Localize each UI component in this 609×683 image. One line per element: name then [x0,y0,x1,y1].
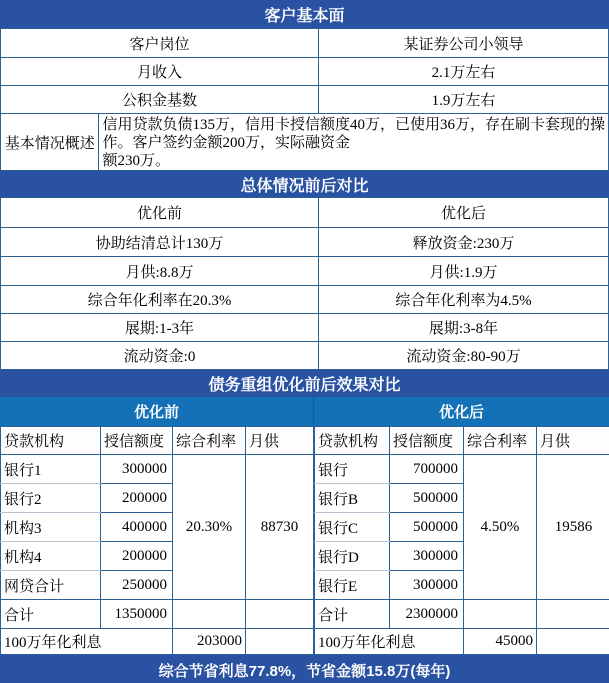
credit-cell: 400000 [101,513,173,542]
table-row [1,29,609,58]
table-header-row [1,427,314,455]
table-row [1,86,609,114]
summary-line: 额230万。 [102,153,170,169]
credit-cell: 300000 [390,571,464,600]
empty-cell [173,600,246,629]
col-header-lender: 贷款机构 [1,427,101,455]
label-cell: 客户岗位 [1,29,319,58]
detail-tables [0,426,609,655]
lender-cell: 银行2 [1,484,101,513]
col-header-monthly: 月供 [537,427,609,455]
credit-cell: 500000 [390,484,464,513]
interest-label-cell: 100万年化利息 [315,629,464,655]
total-row [315,600,609,629]
value-cell: 2.1万左右 [319,58,609,86]
col-header-rate: 综合利率 [173,427,246,455]
total-label-cell: 合计 [315,600,390,629]
summary-line: 信用贷款负债135万，信用卡授信额度40万，已使用36万，存在刷卡套现的操 [102,117,605,133]
interest-row [1,629,314,655]
empty-cell [246,600,314,629]
before-cell: 协助结清总计130万 [1,228,319,257]
interest-label-cell: 100万年化利息 [1,629,173,655]
value-cell: 1.9万左右 [319,86,609,114]
lender-cell: 银行E [315,571,390,600]
before-cell: 综合年化利率在20.3% [1,286,319,314]
after-cell: 展期:3-8年 [319,314,609,342]
overall-compare-table [0,197,609,370]
subheader-before: 优化前 [0,397,313,426]
before-cell: 展期:1-3年 [1,314,319,342]
before-cell: 流动资金:0 [1,342,319,370]
col-header-credit: 授信额度 [101,427,173,455]
credit-cell: 200000 [101,484,173,513]
summary-line: 作。客户签约金额200万，实际融资金 [102,135,350,151]
credit-cell: 500000 [390,513,464,542]
lender-cell: 机构4 [1,542,101,571]
label-cell: 月收入 [1,58,319,86]
credit-cell: 300000 [390,542,464,571]
section-title-overall-compare: 总体情况前后对比 [0,171,609,197]
label-cell: 公积金基数 [1,86,319,114]
credit-cell: 700000 [390,455,464,484]
total-label-cell: 合计 [1,600,101,629]
lender-cell: 银行D [315,542,390,571]
col-header-credit: 授信额度 [390,427,464,455]
credit-cell: 200000 [101,542,173,571]
empty-cell [537,629,609,655]
table-row [1,58,609,86]
credit-cell: 250000 [101,571,173,600]
summary-text [99,114,608,170]
interest-value-cell: 45000 [464,629,537,655]
table-row [1,314,609,342]
interest-value-cell: 203000 [173,629,246,655]
credit-cell: 300000 [101,455,173,484]
section-title-detail-compare: 债务重组优化前后效果对比 [0,370,609,397]
lender-cell: 银行C [315,513,390,542]
col-header-monthly: 月供 [246,427,314,455]
col-header-lender: 贷款机构 [315,427,390,455]
table-row [1,198,609,228]
after-cell: 流动资金:80-90万 [319,342,609,370]
after-table [314,426,609,655]
after-cell: 综合年化利率为4.5% [319,286,609,314]
section-title-basics: 客户基本面 [0,0,609,28]
table-row [1,228,609,257]
table-row [1,257,609,286]
value-cell: 某证券公司小领导 [319,29,609,58]
summary-row [0,114,609,171]
rate-cell: 20.30% [173,455,246,600]
table-row [315,455,609,484]
empty-cell [464,600,537,629]
total-row [1,600,314,629]
table-header-row [315,427,609,455]
monthly-cell: 88730 [246,455,314,600]
detail-subheader-bar [0,397,609,426]
col-header-before: 优化前 [1,198,319,228]
lender-cell: 机构3 [1,513,101,542]
empty-cell [246,629,314,655]
table-row [1,286,609,314]
basic-info-table [0,28,609,114]
monthly-cell: 19586 [537,455,609,600]
interest-row [315,629,609,655]
before-table [0,426,314,655]
total-value-cell: 1350000 [101,600,173,629]
lender-cell: 银行1 [1,455,101,484]
total-value-cell: 2300000 [390,600,464,629]
col-header-after: 优化后 [319,198,609,228]
subheader-after: 优化后 [313,397,609,426]
rate-cell: 4.50% [464,455,537,600]
before-cell: 月供:8.8万 [1,257,319,286]
empty-cell [537,600,609,629]
savings-summary-banner: 综合节省利息77.8%，节省金额15.8万(每年) [0,655,609,683]
after-cell: 月供:1.9万 [319,257,609,286]
table-row [1,455,314,484]
lender-cell: 银行B [315,484,390,513]
table-row [1,342,609,370]
lender-cell: 网贷合计 [1,571,101,600]
after-cell: 释放资金:230万 [319,228,609,257]
lender-cell: 银行 [315,455,390,484]
summary-label: 基本情况概述 [1,114,99,170]
col-header-rate: 综合利率 [464,427,537,455]
